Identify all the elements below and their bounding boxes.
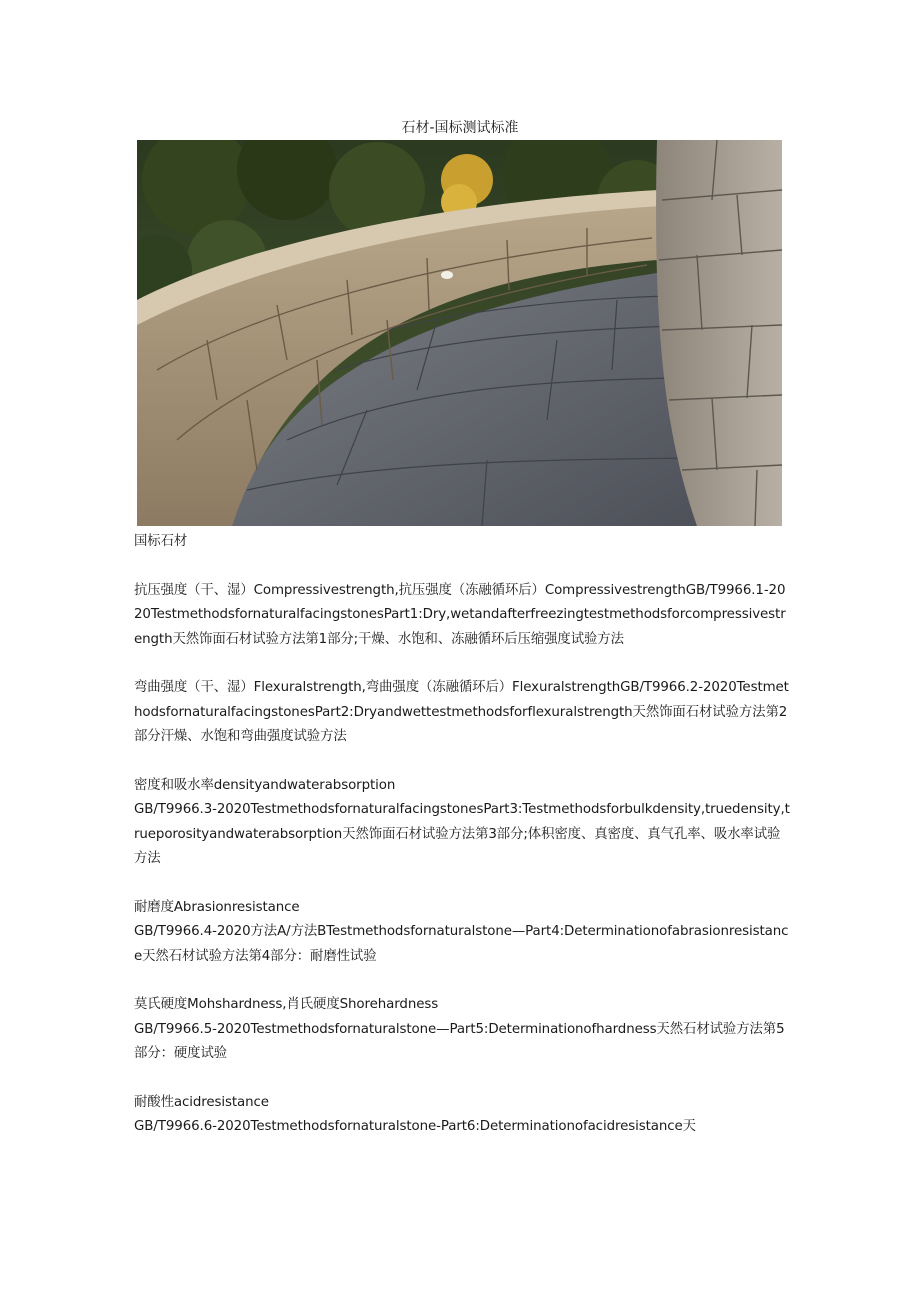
section-text: 弯曲强度（干、湿）Flexuralstrength,弯曲强度（冻融循环后）FlexuralstrengthGB/T9966.2-2020TestmethodsfornaturalfacingstonesPart2:Dryandwettestmethodsforflexuralstrength天然饰面石材试验方法第2部分汗燥、水饱和弯曲强度试验方法: [134, 680, 789, 744]
section-abrasion-resistance: [134, 896, 790, 970]
section-compressive-strength: [134, 579, 790, 653]
document-body: [134, 530, 790, 1140]
section-hardness: [134, 993, 790, 1067]
section-text: 抗压强度（干、湿）Compressivestrength,抗压强度（冻融循环后）CompressivestrengthGB/T9966.1-2020TestmethodsfornaturalfacingstonesPart1:Dry,wetandafterfreezingtestmethodsforcompressivestrength天然饰面石材试验方法第1部分;干燥、水饱和、冻融循环后压缩强度试验方法: [134, 582, 786, 647]
section-text: GB/T9966.3-2020TestmethodsfornaturalfacingstonesPart3:Testmethodsforbulkdensity,truedensity,trueporosityandwaterabsorption天然饰面石材试验方法第3部分;体积密度、真密度、真气孔率、吸水率试验方法: [134, 802, 790, 866]
page-title: 石材-国标测试标准: [401, 120, 519, 136]
section-heading: 密度和吸水率densityandwaterabsorption: [134, 777, 396, 793]
section-text: GB/T9966.4-2020方法A/方法BTestmethodsfornaturalstone—Part4:Determinationofabrasionresistance天然石材试验方法第4部分：耐磨性试验: [134, 924, 789, 964]
section-density-water-absorption: [134, 774, 790, 872]
stone-wall-photo: [137, 140, 782, 526]
section-heading: 耐酸性acidresistance: [134, 1094, 269, 1110]
section-flexural-strength: [134, 676, 790, 750]
section-heading: 莫氏硬度Mohshardness,肖氏硬度Shorehardness: [134, 997, 439, 1012]
section-heading: 耐磨度Abrasionresistance: [134, 899, 300, 915]
section-text: GB/T9966.6-2020Testmethodsfornaturalstone-Part6:Determinationofacidresistance天: [134, 1119, 696, 1134]
section-acid-resistance: [134, 1091, 790, 1140]
section-text: GB/T9966.5-2020Testmethodsfornaturalstone—Part5:Determinationofhardness天然石材试验方法第5部分：硬度试验: [134, 1021, 785, 1061]
image-caption: 国标石材: [134, 534, 188, 549]
